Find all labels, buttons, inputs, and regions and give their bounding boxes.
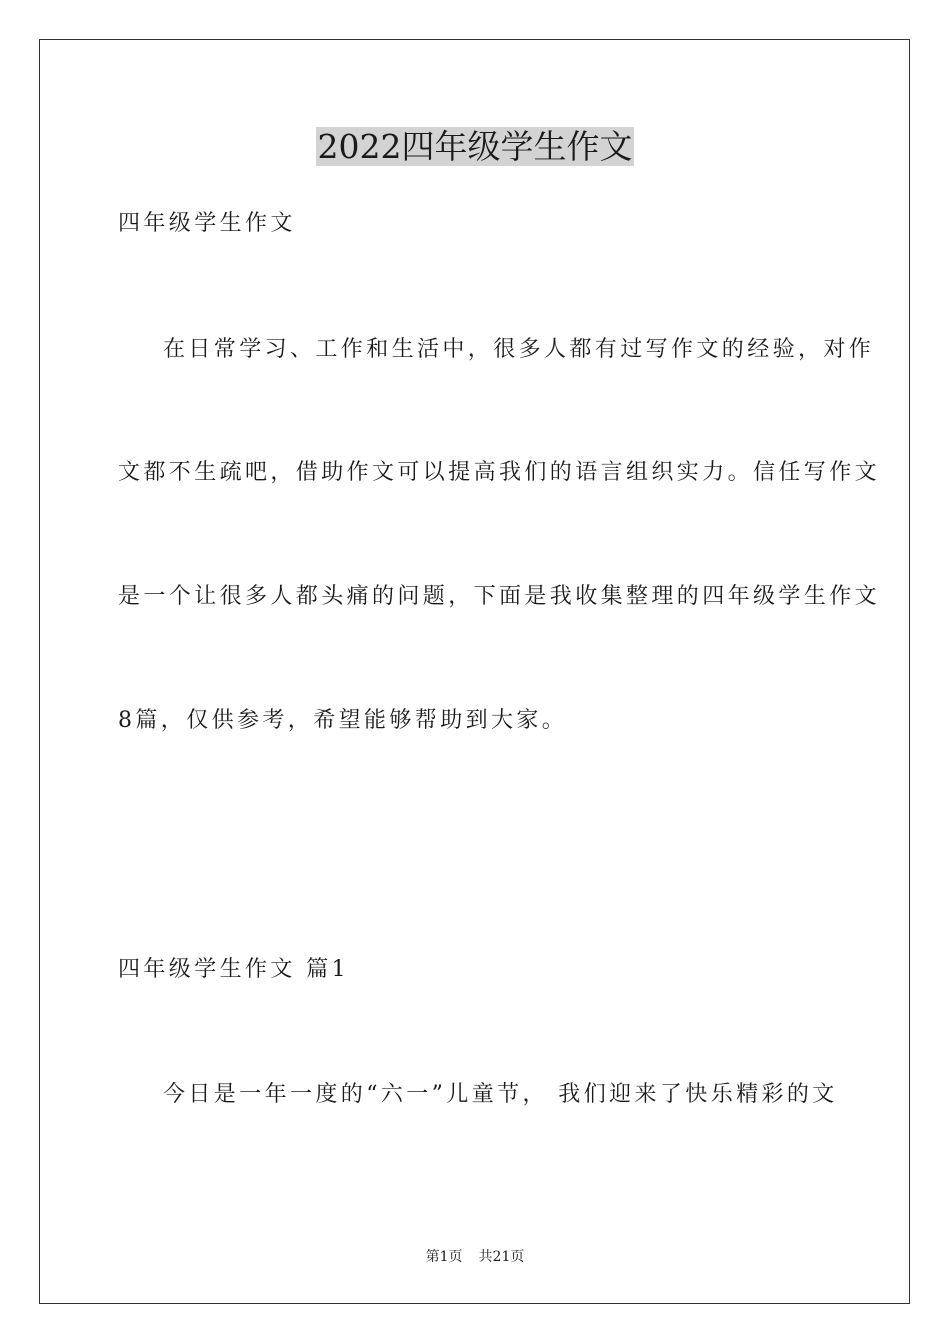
document-title-text: 2022四年级学生作文 — [317, 127, 633, 166]
page-footer — [0, 1247, 950, 1267]
section-paragraph-line-1: 今日是一年一度的“六一”儿童节， 我们迎来了快乐精彩的文 — [163, 1082, 838, 1107]
intro-line-3: 是一个让很多人都头痛的问题，下面是我收集整理的四年级学生作文 — [118, 584, 881, 609]
page-total: 共21页 — [478, 1249, 525, 1265]
document-title — [0, 123, 950, 171]
section-heading: 四年级学生作文 篇1 — [118, 957, 349, 982]
intro-line-4: 8篇，仅供参考，希望能够帮助到大家。 — [118, 708, 568, 733]
intro-line-1: 在日常学习、工作和生活中，很多人都有过写作文的经验，对作 — [163, 337, 875, 362]
intro-line-2: 文都不生疏吧，借助作文可以提高我们的语言组织实力。信任写作文 — [118, 460, 881, 485]
page-number: 第1页 — [425, 1249, 463, 1265]
document-subtitle: 四年级学生作文 — [118, 211, 296, 236]
